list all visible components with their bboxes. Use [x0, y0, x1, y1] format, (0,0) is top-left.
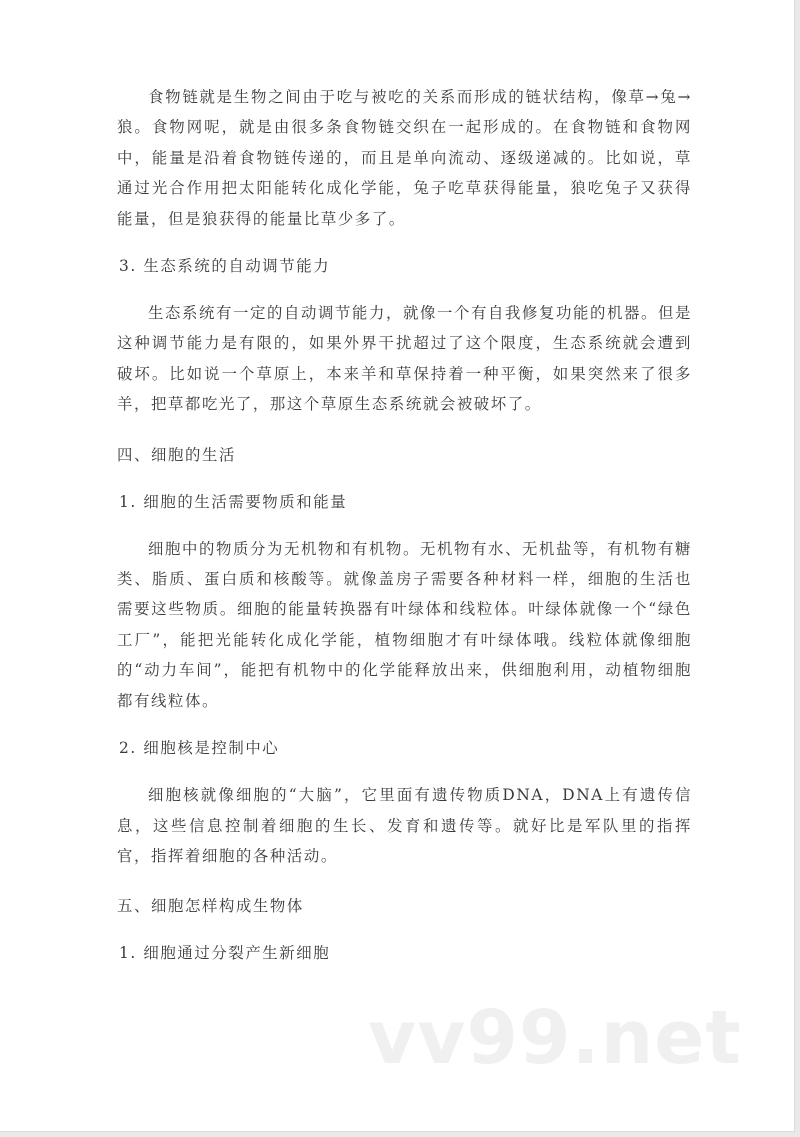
spacer	[117, 234, 692, 251]
section-heading-cell-life: 四、细胞的生活	[117, 445, 236, 464]
spacer	[117, 871, 692, 891]
subheading-matter-energy: 1. 细胞的生活需要物质和能量	[119, 492, 348, 511]
paragraph-food-chain: 食物链就是生物之间由于吃与被吃的关系而形成的链状结构，像草→兔→狼。食物网呢，就是由很多条食物链交织在一起形成的。在食物链和食物网中，能量是沿着食物链传递的，而且是单向流动、逐级递减的。比如说，草通过光合作用把太阳能转化成化学能，兔子吃草获得能量，狼吃兔子又获得能量，但是狼获得的能量比草少多了。	[117, 88, 692, 228]
spacer	[117, 921, 692, 938]
spacer	[117, 420, 692, 440]
spacer	[117, 716, 692, 733]
paragraph-ecosystem-regulation: 生态系统有一定的自动调节能力，就像一个有自我修复功能的机器。但是这种调节能力是有限的，如果外界干扰超过了这个限度，生态系统就会遭到破坏。比如说一个草原上，本来羊和草保持着一种平衡，如果突然来了很多羊，把草都吃光了，那这个草原生态系统就会被破坏了。	[117, 304, 692, 414]
paragraph-nucleus: 细胞核就像细胞的“大脑”，它里面有遗传物质DNA，DNA上有遗传信息，这些信息控制着细胞的生长、发育和遗传等。就好比是军队里的指挥官，指挥着细胞的各种活动。	[117, 786, 692, 865]
subheading-ecosystem-regulation: 3. 生态系统的自动调节能力	[119, 257, 331, 276]
spacer	[117, 517, 692, 534]
section-heading-cells-form-organism: 五、细胞怎样构成生物体	[117, 897, 304, 916]
subheading-nucleus: 2. 细胞核是控制中心	[119, 739, 280, 758]
spacer	[117, 763, 692, 780]
watermark: vv99.net	[368, 995, 742, 1081]
paragraph-matter-energy: 细胞中的物质分为无机物和有机物。无机物有水、无机盐等，有机物有糖类、脂质、蛋白质和核酸等。就像盖房子需要各种材料一样，细胞的生活也需要这些物质。细胞的能量转换器有叶绿体和线粒体。叶绿体就像一个“绿色工厂”，能把光能转化成化学能，植物细胞才有叶绿体哦。线粒体就像细胞的“动力车间”，能把有机物中的化学能释放出来，供细胞利用，动植物细胞都有线粒体。	[117, 539, 692, 710]
spacer	[117, 281, 692, 298]
spacer	[117, 470, 692, 487]
document-content	[117, 82, 692, 968]
subheading-cell-division: 1. 细胞通过分裂产生新细胞	[119, 944, 331, 963]
